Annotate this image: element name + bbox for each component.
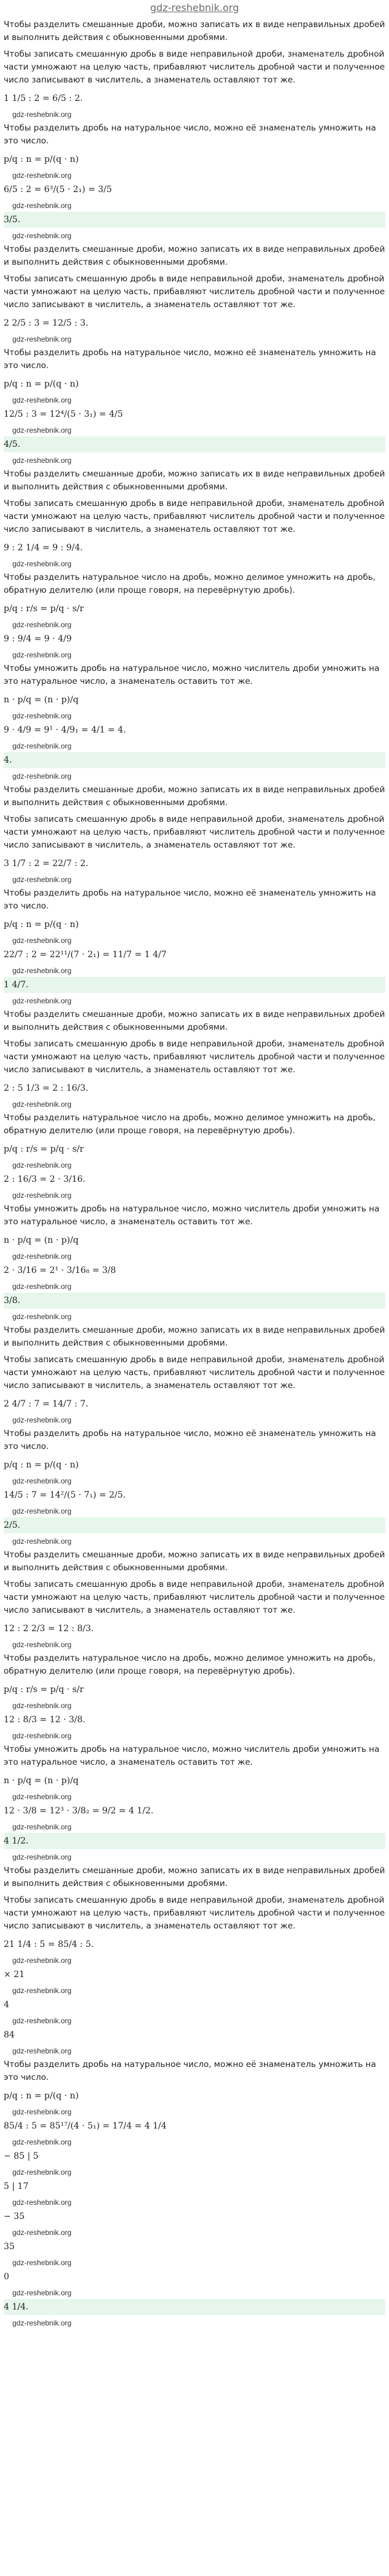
math-line: 4	[4, 2000, 9, 2010]
math-line: 9 : 9/4 = 9 · 4/9	[4, 634, 72, 644]
math-line: 2 : 5 1/3 = 2 : 16/3.	[4, 1083, 89, 1093]
rule-text: Чтобы разделить натуральное число на дробь, можно делимое умножить на дробь, обратную делителю (или проще говоря, на перевёрнутую дробь).	[4, 1653, 376, 1676]
watermark-text: gdz-reshebnik.org	[12, 1640, 72, 1649]
watermark-text: gdz-reshebnik.org	[12, 875, 72, 884]
math-line: 21 1/4 : 5 = 85/4 : 5.	[4, 1940, 94, 1949]
math-line: p/q : n = p/(q · n)	[4, 920, 79, 929]
math-line: 12 : 2 2/3 = 12 : 8/3.	[4, 1624, 94, 1634]
watermark-text: gdz-reshebnik.org	[12, 1252, 72, 1261]
watermark-text: gdz-reshebnik.org	[12, 1191, 72, 1200]
math-line: p/q : n = p/(q · n)	[4, 154, 79, 164]
math-line: p/q : n = p/(q · n)	[4, 379, 79, 389]
exercise-block	[0, 243, 389, 465]
watermark-text: gdz-reshebnik.org	[12, 1853, 72, 1861]
solution-content	[0, 18, 389, 2328]
watermark-text: gdz-reshebnik.org	[12, 1100, 72, 1109]
math-line: 12 · 3/8 = 12³ · 3/8₂ = 9/2 = 4 1/2.	[4, 1806, 154, 1816]
site-header-link[interactable]: gdz-reshebnik.org	[150, 2, 239, 14]
watermark-text: gdz-reshebnik.org	[12, 1701, 72, 1710]
watermark-text: gdz-reshebnik.org	[12, 2138, 72, 2146]
watermark-text: gdz-reshebnik.org	[12, 772, 72, 780]
answer-line: 3/8.	[4, 1293, 385, 1309]
watermark-text: gdz-reshebnik.org	[12, 997, 72, 1005]
rule-text: Чтобы разделить дробь на натуральное число, можно её знаменатель умножить на это число.	[4, 348, 376, 371]
exercise-block	[0, 1549, 389, 1862]
rule-text: Чтобы разделить смешанные дроби, можно записать их в виде неправильных дробей и выполнить действия с обыкновенными дробями.	[4, 1009, 385, 1032]
watermark-text: gdz-reshebnik.org	[12, 456, 72, 465]
rule-text: Чтобы разделить дробь на натуральное число, можно её знаменатель умножить на это число.	[4, 2060, 376, 2082]
math-line: p/q : r/s = p/q · s/r	[4, 1144, 84, 1154]
math-line: 22/7 : 2 = 22¹¹/(7 · 2₁) = 11/7 = 1 4/7	[4, 950, 167, 960]
watermark-text: gdz-reshebnik.org	[12, 1537, 72, 1546]
answer-line: 3/5.	[4, 212, 385, 228]
watermark-text: gdz-reshebnik.org	[12, 966, 72, 975]
watermark-text: gdz-reshebnik.org	[12, 1477, 72, 1485]
math-line: 2 2/5 : 3 = 12/5 : 3.	[4, 318, 89, 328]
math-line: 9 : 2 1/4 = 9 : 9/4.	[4, 543, 83, 553]
math-line: 85/4 : 5 = 85¹⁷/(4 · 5₁) = 17/4 = 4 1/4	[4, 2121, 167, 2131]
watermark-text: gdz-reshebnik.org	[12, 1416, 72, 1424]
rule-text: Чтобы записать смешанную дробь в виде неправильной дроби, знаменатель дробной части умножают на целую часть, прибавляют числитель дробной части и полученное число записывают в числитель, а знаменатель оставляют тот же.	[4, 1355, 385, 1390]
watermark-text: gdz-reshebnik.org	[12, 742, 72, 750]
math-line: p/q : n = p/(q · n)	[4, 1460, 79, 1470]
rule-text: Чтобы записать смешанную дробь в виде неправильной дроби, знаменатель дробной части умножают на целую часть, прибавляют числитель дробной части и полученное число записывают в числитель, а знаменатель оставляют тот же.	[4, 49, 385, 85]
watermark-text: gdz-reshebnik.org	[12, 2198, 72, 2207]
watermark-text: gdz-reshebnik.org	[12, 426, 72, 435]
math-line: 1 1/5 : 2 = 6/5 : 2.	[4, 94, 83, 103]
math-line: n · p/q = (n · p)/q	[4, 695, 79, 705]
watermark-text: gdz-reshebnik.org	[12, 1282, 72, 1291]
rule-text: Чтобы записать смешанную дробь в виде неправильной дроби, знаменатель дробной части умножают на целую часть, прибавляют числитель дробной части и полученное число записывают в числитель, а знаменатель оставляют тот же.	[4, 274, 385, 310]
watermark-text: gdz-reshebnik.org	[12, 1956, 72, 1965]
watermark-text: gdz-reshebnik.org	[12, 2047, 72, 2055]
rule-text: Чтобы разделить натуральное число на дробь, можно делимое умножить на дробь, обратную делителю (или проще говоря, на перевёрнутую дробь).	[4, 572, 376, 595]
watermark-text: gdz-reshebnik.org	[12, 2289, 72, 2297]
answer-line: 1 4/7.	[4, 977, 385, 993]
math-line: 2 · 3/16 = 2¹ · 3/16₈ = 3/8	[4, 1266, 116, 1275]
math-line: 2 4/7 : 7 = 14/7 : 7.	[4, 1399, 89, 1409]
watermark-text: gdz-reshebnik.org	[12, 1823, 72, 1831]
watermark-text: gdz-reshebnik.org	[12, 1161, 72, 1170]
math-line: p/q : r/s = p/q · s/r	[4, 604, 84, 614]
rule-text: Чтобы разделить смешанные дроби, можно записать их в виде неправильных дробей и выполнить действия с обыкновенными дробями.	[4, 1866, 385, 1888]
math-line: n · p/q = (n · p)/q	[4, 1776, 79, 1786]
math-line: 0	[4, 2272, 9, 2282]
rule-text: Чтобы разделить натуральное число на дробь, можно делимое умножить на дробь, обратную делителю (или проще говоря, на перевёрнутую дробь).	[4, 1113, 376, 1136]
watermark-text: gdz-reshebnik.org	[12, 936, 72, 945]
math-line: n · p/q = (n · p)/q	[4, 1235, 79, 1245]
watermark-text: gdz-reshebnik.org	[12, 651, 72, 659]
watermark-text: gdz-reshebnik.org	[12, 231, 72, 240]
math-line: 5 | 17	[4, 2181, 29, 2191]
math-line: p/q : r/s = p/q · s/r	[4, 1685, 84, 1695]
rule-text: Чтобы записать смешанную дробь в виде неправильной дроби, знаменатель дробной части умножают на целую часть, прибавляют числитель дробной части и полученное число записывают в числитель, а знаменатель оставляют тот же.	[4, 814, 385, 850]
rule-text: Чтобы умножить дробь на натуральное число, можно числитель дроби умножить на это натуральное число, а знаменатель оставить тот же.	[4, 1744, 380, 1767]
watermark-text: gdz-reshebnik.org	[12, 110, 72, 119]
exercise-block	[0, 468, 389, 781]
math-line: 3 1/7 : 2 = 22/7 : 2.	[4, 859, 89, 869]
math-line: 12/5 : 3 = 12⁴/(5 · 3₁) = 4/5	[4, 409, 123, 419]
watermark-text: gdz-reshebnik.org	[12, 620, 72, 629]
math-line: 35	[4, 2242, 15, 2252]
math-line: × 21	[4, 1970, 25, 1980]
rule-text: Чтобы разделить смешанные дроби, можно записать их в виде неправильных дробей и выполнить действия с обыкновенными дробями.	[4, 20, 385, 42]
exercise-block	[0, 1008, 389, 1322]
rule-text: Чтобы записать смешанную дробь в виде неправильной дроби, знаменатель дробной части умножают на целую часть, прибавляют числитель дробной части и полученное число записывают в числитель, а знаменатель оставляют тот же.	[4, 499, 385, 534]
rule-text: Чтобы разделить смешанные дроби, можно записать их в виде неправильных дробей и выполнить действия с обыкновенными дробями.	[4, 244, 385, 267]
watermark-text: gdz-reshebnik.org	[12, 1986, 72, 1995]
watermark-text: gdz-reshebnik.org	[12, 396, 72, 404]
answer-line: 4/5.	[4, 436, 385, 452]
rule-text: Чтобы умножить дробь на натуральное число, можно числитель дроби умножить на это натуральное число, а знаменатель оставить тот же.	[4, 1204, 380, 1227]
math-line: 84	[4, 2030, 15, 2040]
rule-text: Чтобы разделить смешанные дроби, можно записать их в виде неправильных дробей и выполнить действия с обыкновенными дробями.	[4, 1325, 385, 1348]
math-line: 12 : 8/3 = 12 · 3/8.	[4, 1715, 86, 1725]
watermark-text: gdz-reshebnik.org	[12, 335, 72, 343]
answer-line: 4.	[4, 752, 385, 768]
rule-text: Чтобы разделить смешанные дроби, можно записать их в виде неправильных дробей и выполнить действия с обыкновенными дробями.	[4, 469, 385, 492]
answer-line: 4 1/4.	[4, 2299, 385, 2315]
exercise-block	[0, 18, 389, 241]
watermark-text: gdz-reshebnik.org	[12, 2016, 72, 2025]
watermark-text: gdz-reshebnik.org	[12, 560, 72, 568]
exercise-block	[0, 1864, 389, 2328]
math-line: − 35	[4, 2212, 25, 2221]
rule-text: Чтобы записать смешанную дробь в виде неправильной дроби, знаменатель дробной части умножают на целую часть, прибавляют числитель дробной части и полученное число записывают в числитель, а знаменатель оставляют тот же.	[4, 1039, 385, 1075]
rule-text: Чтобы записать смешанную дробь в виде неправильной дроби, знаменатель дробной части умножают на целую часть, прибавляют числитель дробной части и полученное число записывают в числитель, а знаменатель оставляют тот же.	[4, 1895, 385, 1931]
rule-text: Чтобы разделить дробь на натуральное число, можно её знаменатель умножить на это число.	[4, 1429, 376, 1451]
math-line: − 85 | 5	[4, 2151, 39, 2161]
math-line: 14/5 : 7 = 14²/(5 · 7₁) = 2/5.	[4, 1490, 126, 1500]
rule-text: Чтобы разделить смешанные дроби, можно записать их в виде неправильных дробей и выполнить действия с обыкновенными дробями.	[4, 1550, 385, 1573]
watermark-text: gdz-reshebnik.org	[12, 2319, 72, 2327]
watermark-text: gdz-reshebnik.org	[12, 712, 72, 720]
watermark-text: gdz-reshebnik.org	[12, 201, 72, 210]
watermark-text: gdz-reshebnik.org	[12, 1792, 72, 1801]
rule-text: Чтобы разделить дробь на натуральное число, можно её знаменатель умножить на это число.	[4, 123, 376, 146]
rule-text: Чтобы записать смешанную дробь в виде неправильной дроби, знаменатель дробной части умножают на целую часть, прибавляют числитель дробной части и полученное число записывают в числитель, а знаменатель оставляют тот же.	[4, 1579, 385, 1615]
watermark-text: gdz-reshebnik.org	[12, 1731, 72, 1740]
watermark-text: gdz-reshebnik.org	[12, 2168, 72, 2177]
watermark-text: gdz-reshebnik.org	[12, 171, 72, 180]
watermark-text: gdz-reshebnik.org	[12, 2258, 72, 2267]
math-line: 2 : 16/3 = 2 · 3/16.	[4, 1174, 86, 1184]
exercise-block	[0, 1324, 389, 1546]
math-line: 6/5 : 2 = 6³/(5 · 2₁) = 3/5	[4, 185, 112, 195]
rule-text: Чтобы умножить дробь на натуральное число, можно числитель дроби умножить на это натуральное число, а знаменатель оставить тот же.	[4, 664, 380, 686]
watermark-text: gdz-reshebnik.org	[12, 2228, 72, 2237]
rule-text: Чтобы разделить дробь на натуральное число, можно её знаменатель умножить на это число.	[4, 888, 376, 911]
watermark-text: gdz-reshebnik.org	[12, 1507, 72, 1515]
exercise-block	[0, 784, 389, 1006]
watermark-text: gdz-reshebnik.org	[12, 2108, 72, 2116]
math-line: 9 · 4/9 = 9¹ · 4/9₁ = 4/1 = 4.	[4, 725, 126, 735]
rule-text: Чтобы разделить смешанные дроби, можно записать их в виде неправильных дробей и выполнить действия с обыкновенными дробями.	[4, 785, 385, 808]
answer-line: 4 1/2.	[4, 1833, 385, 1849]
watermark-text: gdz-reshebnik.org	[12, 1312, 72, 1321]
answer-line: 2/5.	[4, 1517, 385, 1533]
math-line: p/q : n = p/(q · n)	[4, 2091, 79, 2101]
